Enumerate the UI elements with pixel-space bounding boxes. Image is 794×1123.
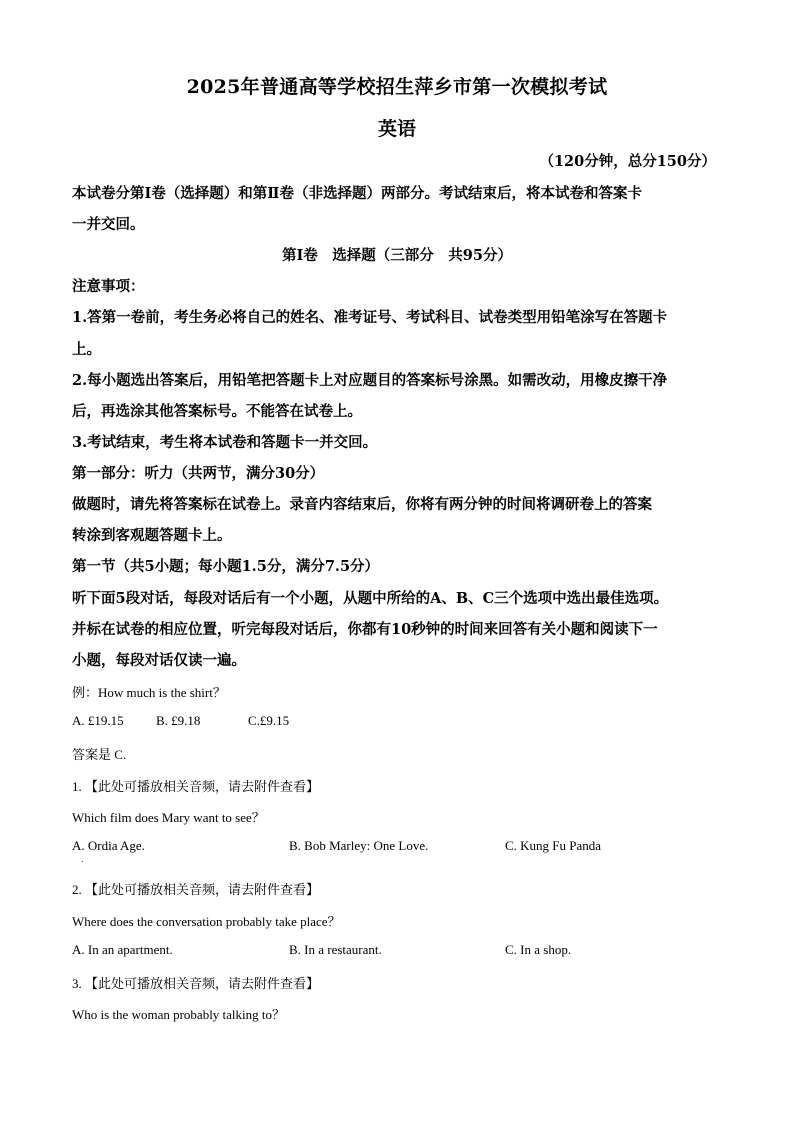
subject-title: 英语: [377, 118, 416, 140]
q2-option-c: C. In a shop.: [505, 942, 572, 957]
q1-option-b: B. Bob Marley: One Love.: [289, 838, 429, 853]
time-score-note: （120分钟，总分150分）: [539, 153, 716, 170]
q1-option-a: A. Ordia Age.: [72, 838, 145, 853]
q1-audio-note: 1. 【此处可播放相关音频，请去附件查看】: [72, 779, 320, 794]
q3-text: Who is the woman probably talking to？: [72, 1007, 286, 1022]
example-answer: 答案是 C.: [72, 747, 127, 762]
part-1-heading: 第一部分：听力（共两节，满分30分）: [72, 465, 325, 482]
stray-dot-mark: .: [81, 855, 84, 864]
intro-line-1: 本试卷分第Ⅰ卷（选择题）和第Ⅱ卷（非选择题）两部分。考试结束后，将本试卷和答案卡: [72, 185, 642, 202]
q2-audio-note: 2. 【此处可播放相关音频，请去附件查看】: [72, 882, 320, 897]
example-option-b: B. £9.18: [156, 713, 201, 728]
exam-title: 2025年普通高等学校招生萍乡市第一次模拟考试: [186, 76, 608, 98]
note-1-line-1: 1.答第一卷前，考生务必将自己的姓名、准考证号、考试科目、试卷类型用铅笔涂写在答题卡: [72, 309, 668, 326]
section-1-desc-line-2: 并标在试卷的相应位置，听完每段对话后，你都有10秒钟的时间来回答有关小题和阅读下一: [72, 621, 658, 638]
example-option-c: C.£9.15: [248, 713, 290, 728]
part-1-desc-line-2: 转涂到客观题答题卡上。: [72, 527, 232, 544]
section-1-heading: 第一节（共5小题；每小题1.5分，满分7.5分）: [72, 558, 380, 575]
note-1-line-2: 上。: [72, 341, 101, 358]
note-2-line-2: 后，再选涂其他答案标号。不能答在试卷上。: [72, 403, 362, 420]
q3-audio-note: 3. 【此处可播放相关音频，请去附件查看】: [72, 976, 320, 991]
note-3: 3.考试结束，考生将本试卷和答题卡一并交回。: [72, 434, 378, 451]
example-question: 例：How much is the shirt？: [72, 685, 226, 700]
example-option-a: A. £19.15: [72, 713, 124, 728]
q1-text: Which film does Mary want to see？: [72, 810, 265, 825]
q2-text: Where does the conversation probably take place？: [72, 914, 341, 929]
section-1-desc-line-3: 小题，每段对话仅读一遍。: [72, 652, 246, 669]
q2-option-b: B. In a restaurant.: [289, 942, 382, 957]
intro-line-2: 一并交回。: [72, 216, 145, 233]
q1-option-c: C. Kung Fu Panda: [505, 838, 602, 853]
volume-1-heading: 第Ⅰ卷 选择题（三部分 共95分）: [282, 247, 512, 264]
notes-heading: 注意事项：: [72, 278, 145, 295]
note-2-line-1: 2.每小题选出答案后，用铅笔把答题卡上对应题目的答案标号涂黑。如需改动，用橡皮擦干净: [72, 372, 668, 389]
section-1-desc-line-1: 听下面5段对话，每段对话后有一个小题，从题中所给的A、B、C三个选项中选出最佳选项。: [72, 590, 669, 607]
q2-option-a: A. In an apartment.: [72, 942, 173, 957]
part-1-desc-line-1: 做题时，请先将答案标在试卷上。录音内容结束后，你将有两分钟的时间将调研卷上的答案: [72, 496, 652, 513]
